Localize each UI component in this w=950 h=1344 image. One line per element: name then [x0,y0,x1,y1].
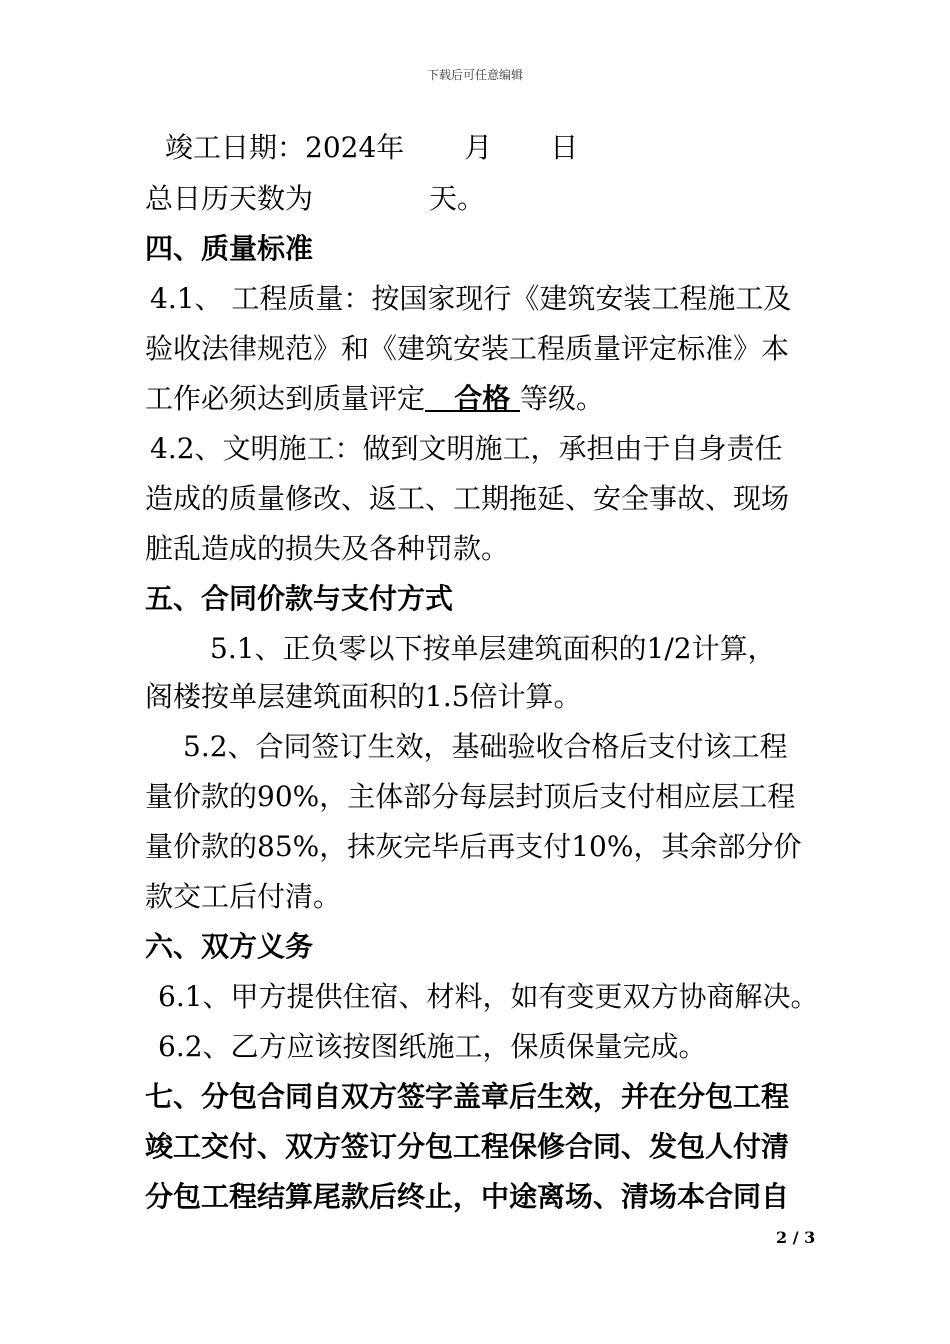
para-4-1-line-2: 验收法律规范》和《建筑安装工程质量评定标准》本 [145,332,790,365]
section-7-line-3: 分包工程结算尾款后终止，中途离场、清场本合同自 [145,1180,790,1213]
quality-grade-value: 合格 [454,382,511,415]
para-4-1-line-1: 4.1、 工程质量：按国家现行《建筑安装工程施工及 [150,282,792,315]
total-days-line [145,179,485,219]
para-5-2-line-2: 量价款的90%，主体部分每层封顶后支付相应层工程 [145,780,796,813]
para-4-2-line-2: 造成的质量修改、返工、工期拖延、安全事故、现场 [145,482,790,515]
quality-grade-field [425,382,520,415]
para-4-1-line-3 [145,379,604,419]
section-4-heading: 四、质量标准 [145,232,314,265]
para-4-2-line-1: 4.2、文明施工：做到文明施工，承担由于自身责任 [150,432,783,465]
section-5-heading: 五、合同价款与支付方式 [145,582,454,615]
total-days-label: 总日历天数为 [145,182,314,215]
section-7-line-1: 七、分包合同自双方签字盖章后生效，并在分包工程 [145,1080,790,1113]
completion-day: 日 [550,131,579,164]
para-4-2-line-3: 脏乱造成的损失及各种罚款。 [145,532,510,565]
para-4-1-line-3-start: 工作必须达到质量评定 [145,382,426,415]
para-4-1-line-3-end: 等级。 [520,382,605,415]
para-5-2-line-1: 5.2、合同签订生效，基础验收合格后支付该工程 [183,730,788,763]
para-5-2-line-4: 款交工后付清。 [145,880,342,913]
para-6-2: 6.2、乙方应该按图纸施工，保质保量完成。 [158,1030,707,1063]
page-number: 2 / 3 [776,1228,816,1247]
total-days-suffix: 天。 [429,182,486,215]
para-5-2-line-3: 量价款的85%，抹灰完毕后再支付10%，其余部分价 [145,830,802,863]
section-6-heading: 六、双方义务 [145,930,314,963]
completion-date-line [165,128,578,168]
page-header: 下载后可任意编辑 [426,68,523,82]
section-7-line-2: 竣工交付、双方签订分包工程保修合同、发包人付清 [145,1130,790,1163]
completion-month: 月 [464,131,493,164]
para-6-1: 6.1、甲方提供住宿、材料，如有变更双方协商解决。 [158,980,819,1013]
para-5-1-line-1: 5.1、正负零以下按单层建筑面积的1/2计算， [210,632,776,665]
para-5-1-line-2: 阁楼按单层建筑面积的1.5倍计算。 [145,680,582,713]
completion-date-label: 竣工日期：2024年 [165,131,405,164]
